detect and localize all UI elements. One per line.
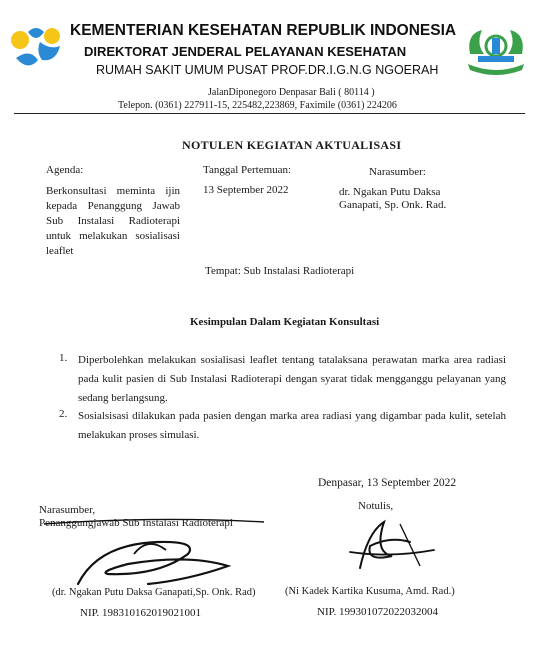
right-signature (330, 512, 450, 574)
left-signer-role-1: Narasumber, (39, 504, 96, 516)
right-signer-nip: NIP. 199301072022032004 (317, 606, 439, 618)
ministry-title: KEMENTERIAN KESEHATAN REPUBLIK INDONESIA (70, 22, 457, 39)
kemenkes-logo (6, 18, 68, 80)
speaker-label: Narasumber: (369, 166, 426, 178)
date-value: 13 September 2022 (203, 184, 289, 196)
speaker-name-line1: dr. Ngakan Putu Daksa (339, 186, 441, 198)
directorate-title: DIREKTORAT JENDERAL PELAYANAN KESEHATAN (84, 44, 407, 59)
speaker-name-line2: Ganapati, Sp. Onk. Rad. (339, 199, 447, 211)
phone-line: Telepon. (0361) 227911-15, 225482,223869, Faximile (0361) 224206 (118, 100, 397, 111)
header-divider (14, 113, 525, 114)
right-signer-role: Notulis, (358, 500, 394, 512)
agenda-text: Berkonsultasi meminta ijin kepada Penanggung Jawab Sub Instalasi Radioterapi untuk melakukan sosialisasi leaflet (46, 185, 180, 257)
conclusion-title: Kesimpulan Dalam Kegiatan Konsultasi (190, 316, 380, 328)
conclusion-item-2-text: Sosialsisasi dilakukan pada pasien dengan marka area radiasi yang digambar pada kulit, setelah melakukan proses simulasi. (78, 410, 506, 441)
left-signature (38, 514, 268, 592)
hospital-title: RUMAH SAKIT UMUM PUSAT PROF.DR.I.G.N.G NGOERAH (96, 63, 439, 77)
conclusion-item-1-number: 1. (59, 352, 68, 364)
agenda-label: Agenda: (46, 164, 84, 176)
conclusion-item-2-number: 2. (59, 408, 68, 420)
left-signer-name: (dr. Ngakan Putu Daksa Ganapati,Sp. Onk. Rad) (52, 587, 256, 598)
left-signer-nip: NIP. 198310162019021001 (80, 607, 202, 619)
right-signer-name: (Ni Kadek Kartika Kusuma, Amd. Rad.) (285, 586, 455, 597)
left-signer-role-2: Penanggungjawab Sub Instalasi Radioterapi (39, 517, 233, 529)
hospital-emblem (462, 24, 530, 80)
date-label: Tanggal Pertemuan: (203, 164, 292, 176)
conclusion-item-1-text: Diperbolehkan melakukan sosialisasi leaflet tentang tatalaksana perawatan marka area radiasi pada kulit pasien di Sub Instalasi Radioterapi dengan syarat tidak mengganggu pelayanan yang sedang berlangsung. (78, 354, 506, 404)
signing-place-date: Denpasar, 13 September 2022 (318, 477, 457, 489)
meeting-place: Tempat: Sub Instalasi Radioterapi (205, 265, 355, 277)
document-title: NOTULEN KEGIATAN AKTUALISASI (182, 138, 402, 152)
address-line: JalanDiponegoro Denpasar Bali ( 80114 ) (208, 87, 375, 98)
